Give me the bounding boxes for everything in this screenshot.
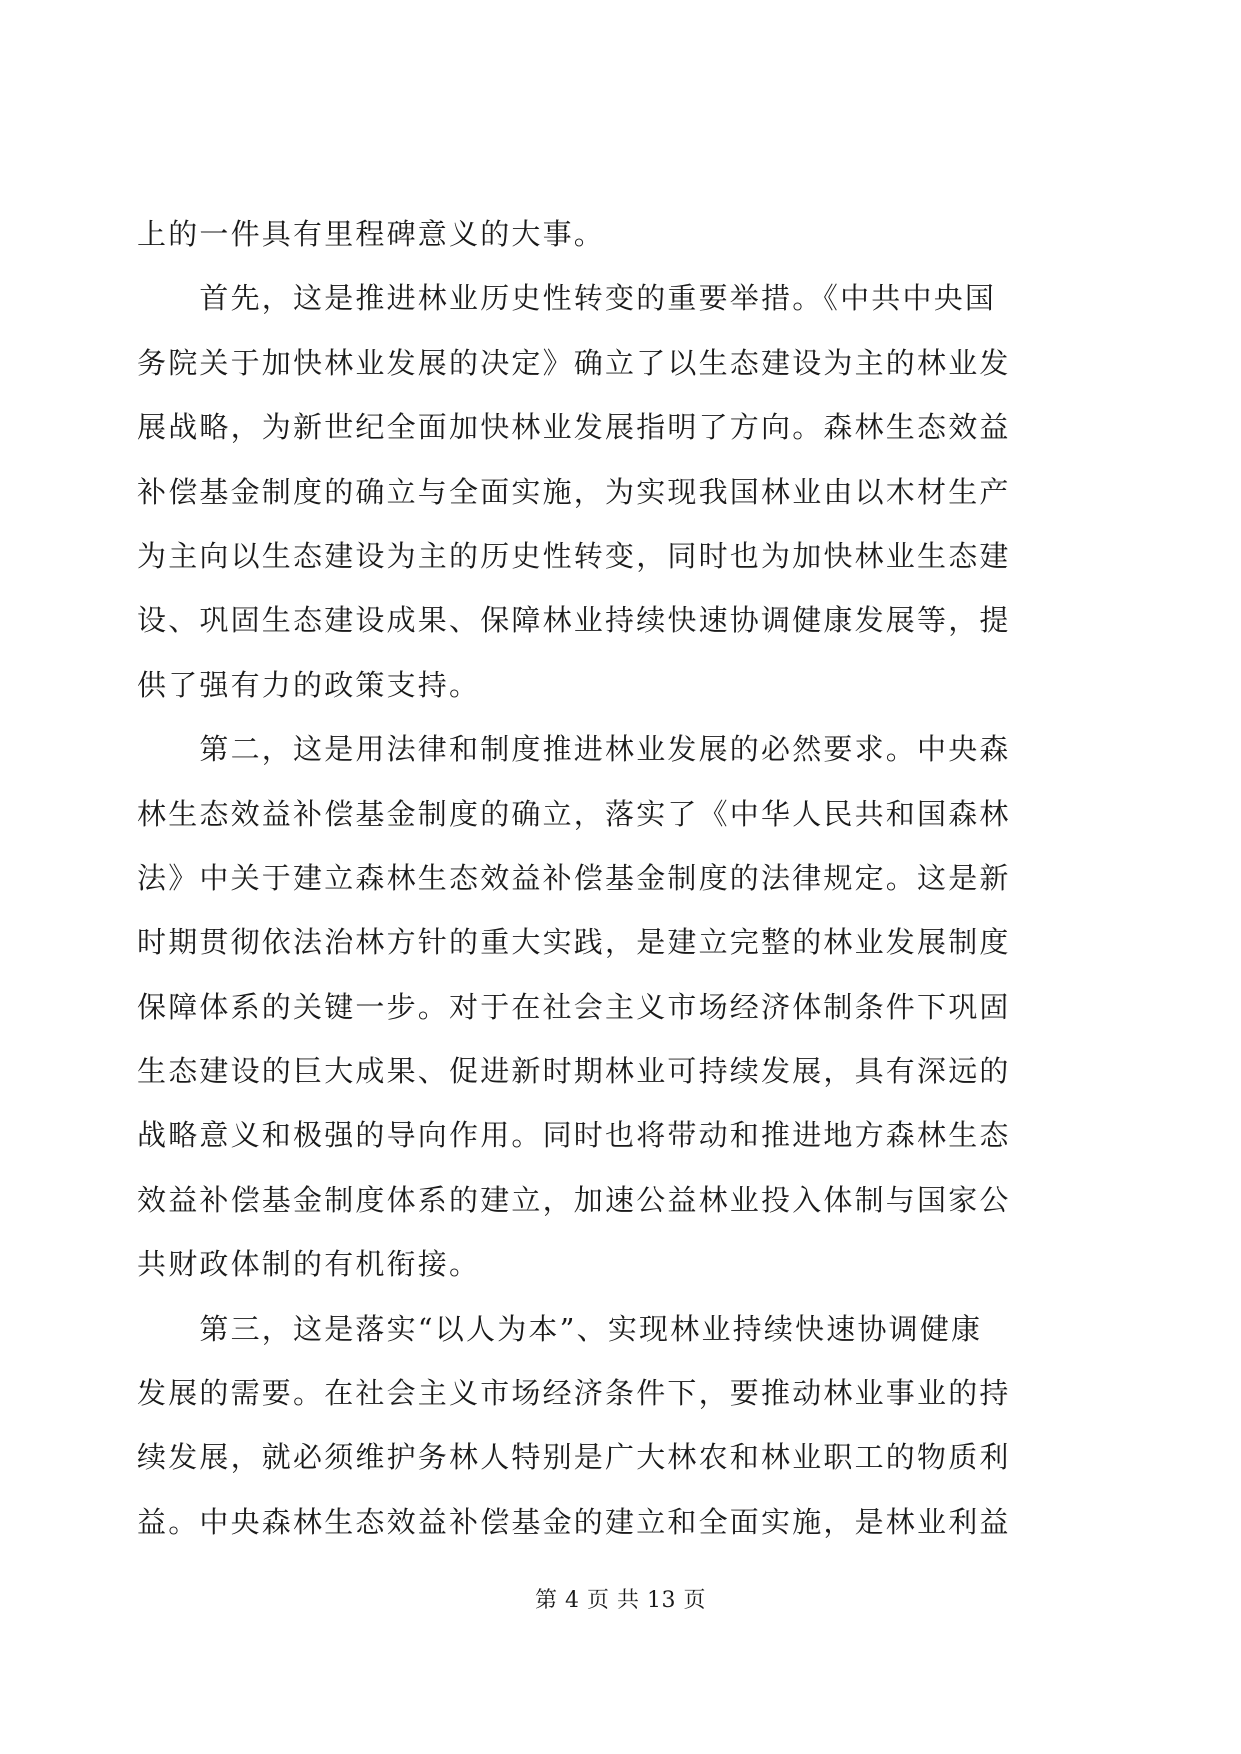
- text-line: 法》中关于建立森林生态效益补偿基金制度的法律规定。这是新: [137, 860, 1011, 895]
- text-line: 为主向以生态建设为主的历史性转变，同时也为加快林业生态建: [137, 538, 1011, 573]
- text-line: 上的一件具有里程碑意义的大事。: [137, 217, 606, 251]
- text-line: 林生态效益补偿基金制度的确立，落实了《中华人民共和国森林: [137, 796, 1011, 831]
- text-line: 生态建设的巨大成果、促进新时期林业可持续发展，具有深远的: [137, 1054, 1011, 1089]
- page-number-footer: 第 4 页 共 13 页: [535, 1588, 706, 1613]
- text-line: 益。中央森林生态效益补偿基金的建立和全面实施，是林业利益: [137, 1504, 1011, 1539]
- body-text: [137, 202, 1085, 1554]
- text-line: 设、巩固生态建设成果、保障林业持续快速协调健康发展等，提: [137, 603, 1011, 638]
- text-line: 战略意义和极强的导向作用。同时也将带动和推进地方森林生态: [137, 1118, 1011, 1153]
- text-line: 共财政体制的有机衔接。: [137, 1247, 481, 1282]
- text-line: 第二，这是用法律和制度推进林业发展的必然要求。中央森: [137, 732, 1011, 767]
- text-line: 保障体系的关键一步。对于在社会主义市场经济体制条件下巩固: [137, 989, 1011, 1024]
- text-line: 续发展，就必须维护务林人特别是广大林农和林业职工的物质利: [137, 1440, 1011, 1475]
- text-line: 供了强有力的政策支持。: [137, 667, 481, 702]
- text-line: 效益补偿基金制度体系的建立，加速公益林业投入体制与国家公: [137, 1182, 1011, 1217]
- text-line: 展战略，为新世纪全面加快林业发展指明了方向。森林生态效益: [137, 410, 1011, 445]
- text-line: 第三，这是落实“以人为本”、实现林业持续快速协调健康: [137, 1311, 983, 1346]
- text-line: 首先，这是推进林业历史性转变的重要举措。《中共中央国: [137, 281, 997, 316]
- text-line: 时期贯彻依法治林方针的重大实践，是建立完整的林业发展制度: [137, 925, 1011, 960]
- text-line: 发展的需要。在社会主义市场经济条件下，要推动林业事业的持: [137, 1376, 1011, 1411]
- text-line: 补偿基金制度的确立与全面实施，为实现我国林业由以木材生产: [137, 474, 1011, 509]
- text-line: 务院关于加快林业发展的决定》确立了以生态建设为主的林业发: [137, 345, 1011, 380]
